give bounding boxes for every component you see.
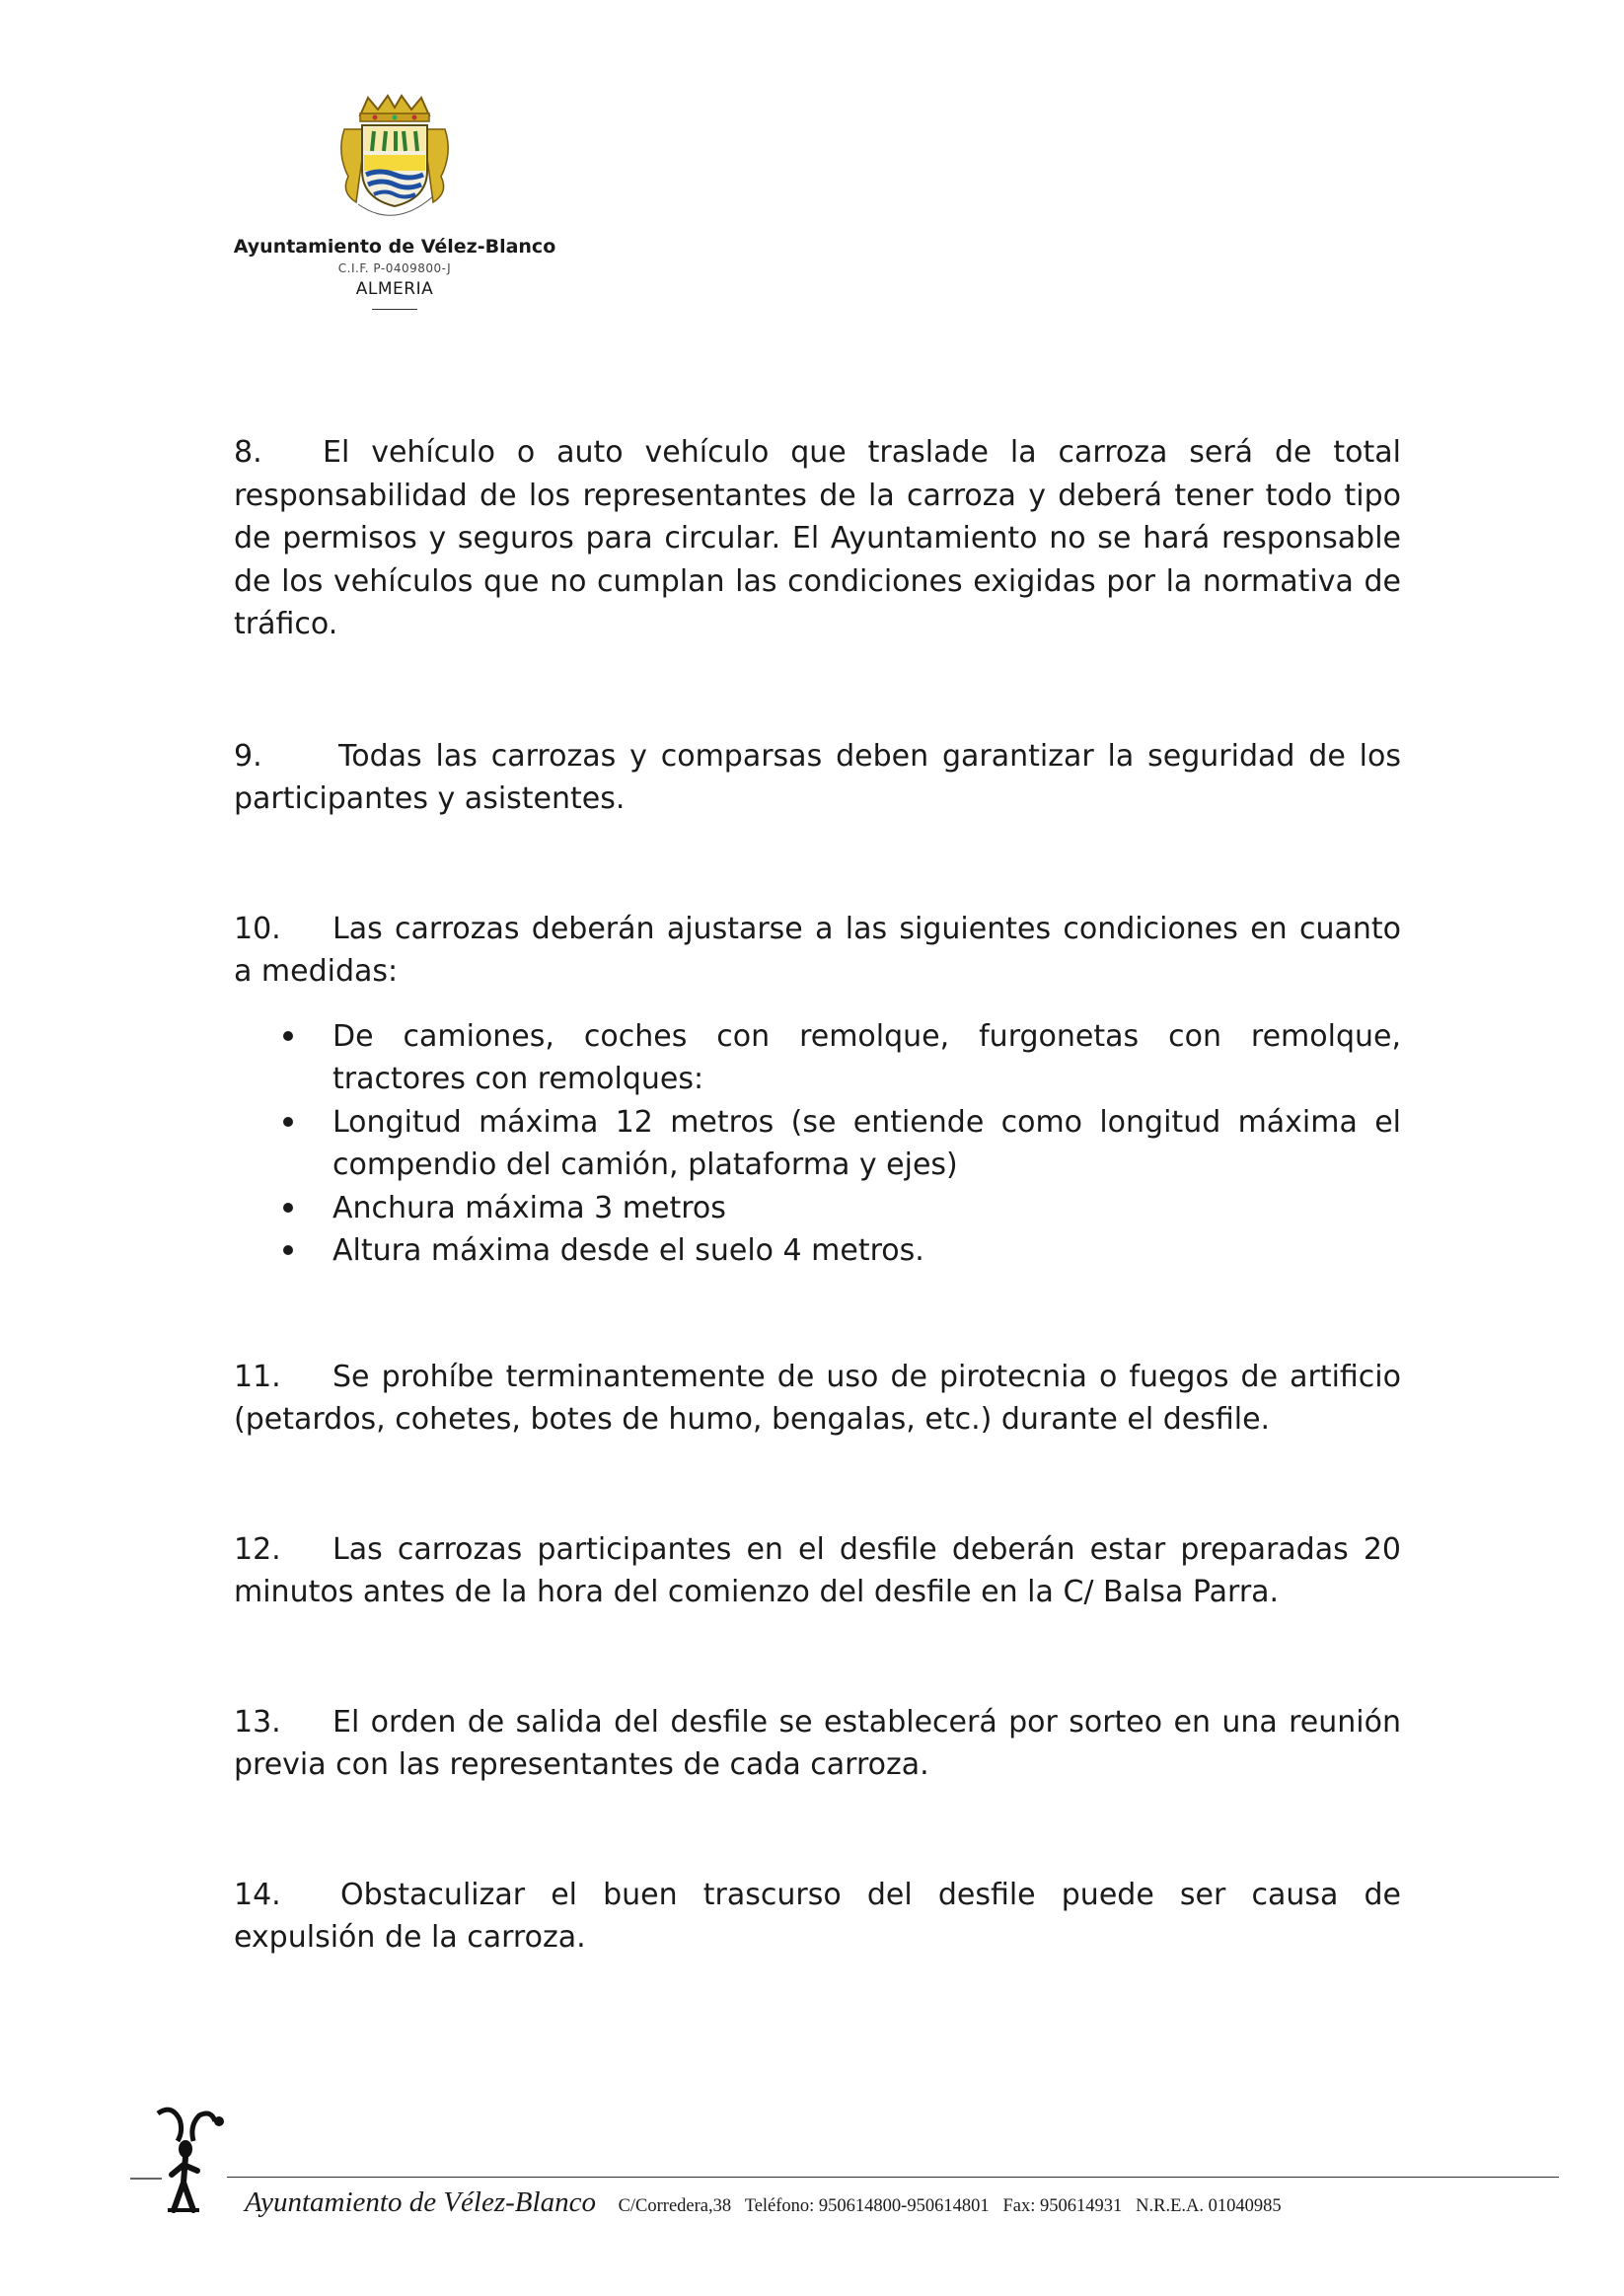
footer-phone: Teléfono: 950614800-950614801 — [744, 2196, 990, 2216]
clause-number: 8. — [234, 435, 262, 470]
header-divider — [372, 309, 417, 310]
footer-nrea: N.R.E.A. 01040985 — [1136, 2196, 1282, 2216]
clause-text: Obstaculizar el buen trascurso del desfile puede ser causa de expulsión de la carroza. — [234, 1877, 1401, 1955]
list-item: De camiones, coches con remolque, furgonetas con remolque, tractores con remolques: — [332, 1015, 1401, 1101]
clause-12 — [234, 1528, 1401, 1614]
clause-number: 12. — [234, 1531, 281, 1567]
clause-10 — [234, 908, 1401, 994]
letterhead — [217, 94, 572, 310]
document-body — [234, 431, 1401, 1960]
clause-text: Se prohíbe terminantemente de uso de pirotecnia o fuegos de artificio (petardos, cohetes, botes de humo, bengalas, etc.) durante el desfile. — [234, 1359, 1401, 1437]
footer-address: C/Corredera,38 — [618, 2196, 732, 2216]
clause-13 — [234, 1701, 1401, 1787]
bullet-icon — [283, 1031, 293, 1041]
page-footer — [128, 2102, 1480, 2220]
footer-divider — [227, 2177, 1559, 2178]
footer-contact — [245, 2186, 1282, 2219]
province: ALMERIA — [355, 279, 434, 299]
clause-14 — [234, 1874, 1401, 1960]
clause-text: Las carrozas participantes en el desfile deberán estar preparadas 20 minutos antes de la hora del comienzo del desfile en la C/ Balsa Parra. — [234, 1531, 1401, 1609]
dancing-figure-logo-icon — [128, 2102, 247, 2220]
clause-9 — [234, 735, 1401, 821]
clause-number: 13. — [234, 1704, 281, 1740]
clause-text: Todas las carrozas y comparsas deben garantizar la seguridad de los participantes y asistentes. — [234, 738, 1401, 816]
clause-text: Las carrozas deberán ajustarse a las siguientes condiciones en cuanto a medidas: — [234, 911, 1401, 989]
list-item: Longitud máxima 12 metros (se entiende como longitud máxima el compendio del camión, plataforma y ejes) — [332, 1101, 1401, 1187]
bullet-icon — [283, 1117, 293, 1127]
footer-fax: Fax: 950614931 — [1002, 2196, 1123, 2216]
clause-8 — [234, 431, 1401, 646]
footer-organization: Ayuntamiento de Vélez-Blanco — [245, 2186, 596, 2218]
coat-of-arms-icon — [331, 94, 459, 230]
measurements-list — [234, 1015, 1401, 1273]
bullet-icon — [283, 1245, 293, 1255]
clause-number: 10. — [234, 911, 281, 946]
bullet-icon — [283, 1203, 293, 1213]
clause-11 — [234, 1356, 1401, 1442]
cif-number: C.I.F. P-0409800-J — [337, 261, 452, 275]
clause-number: 14. — [234, 1877, 281, 1912]
clause-number: 11. — [234, 1359, 281, 1394]
list-item: Anchura máxima 3 metros — [332, 1187, 1401, 1230]
clause-number: 9. — [234, 738, 262, 774]
clause-text: El orden de salida del desfile se establecerá por sorteo en una reunión previa con las representantes de cada carroza. — [234, 1704, 1401, 1782]
organization-name: Ayuntamiento de Vélez-Blanco — [233, 236, 556, 258]
clause-text: El vehículo o auto vehículo que traslade la carroza será de total responsabilidad de los representantes de la carroza y deberá tener todo tipo de permisos y seguros para circular. El Ayuntamiento no se hará responsable de los vehículos que no cumplan las condiciones exigidas por la normativa de tráfico. — [234, 435, 1401, 641]
list-item: Altura máxima desde el suelo 4 metros. — [332, 1229, 1401, 1273]
